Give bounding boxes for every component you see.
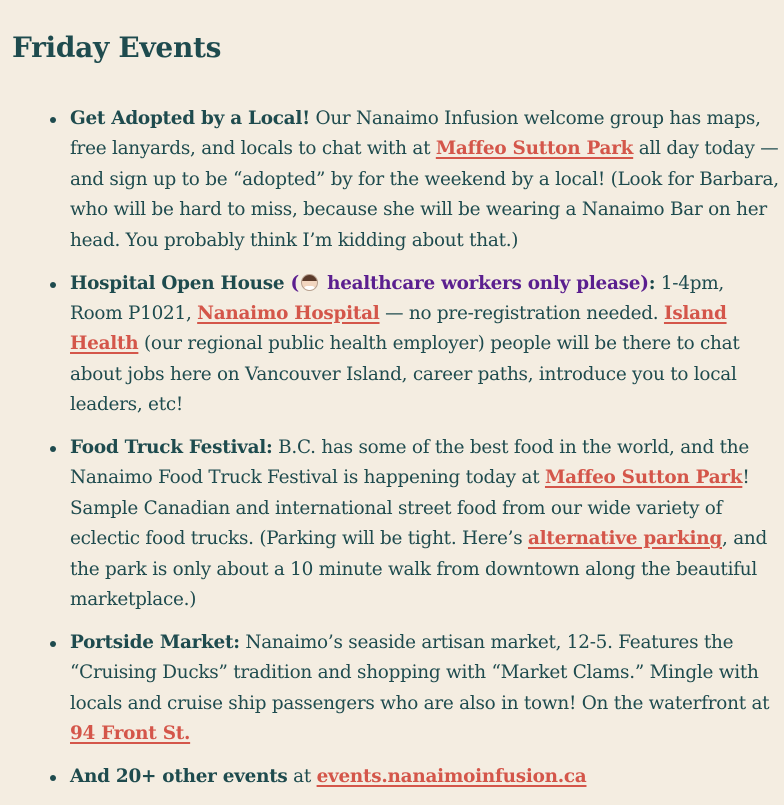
bullet-icon xyxy=(50,117,56,123)
list-item xyxy=(50,628,780,750)
event-text: , and the park is only about a 10 minute walk from downtown along the beautiful marketplace.) xyxy=(70,528,768,611)
event-text: 1-4pm, Room P1021, xyxy=(70,272,725,324)
list-item xyxy=(50,433,780,615)
list-item xyxy=(50,762,780,792)
event-note-open: ( xyxy=(284,272,299,294)
event-text: Nanaimo’s seaside artisan market, 12-5. Features the “Cruising Ducks” tradition and shopping with “Market Clams.” Mingle with locals and cruise ship passengers who are also in town! On the waterfront at xyxy=(70,632,770,714)
events-site-link[interactable]: events.nanaimoinfusion.ca xyxy=(316,766,587,788)
event-colon: : xyxy=(648,272,656,294)
event-text: at xyxy=(287,766,317,788)
event-title: Hospital Open House xyxy=(70,272,285,294)
event-text: ! Sample Canadian and international street food from our wide variety of eclectic food trucks. (Parking will be tight. Here’s xyxy=(70,467,750,550)
event-note: healthcare workers only please) xyxy=(320,272,649,294)
maffeo-sutton-park-link[interactable]: Maffeo Sutton Park xyxy=(435,138,634,160)
bullet-icon xyxy=(50,775,56,781)
list-item xyxy=(50,269,780,421)
page-title: Friday Events xyxy=(12,31,222,64)
event-text: — no pre-registration needed. xyxy=(379,302,664,324)
event-list xyxy=(50,104,780,805)
bullet-icon xyxy=(50,446,56,452)
list-item xyxy=(50,104,780,256)
bullet-icon xyxy=(50,282,56,288)
health-worker-icon xyxy=(301,274,318,291)
front-street-link[interactable]: 94 Front St. xyxy=(70,723,191,745)
event-title: And 20+ other events xyxy=(70,766,288,788)
event-title: Portside Market: xyxy=(70,632,240,653)
maffeo-sutton-park-link[interactable]: Maffeo Sutton Park xyxy=(544,467,743,489)
event-title: Get Adopted by a Local! xyxy=(70,108,310,129)
event-text: all day today — and sign up to be “adopted” by for the weekend by a local! (Look for Barbara, who will be hard to miss, because she will be wearing a Nanaimo Bar on her head. You probably think I’m kidding about that.) xyxy=(70,138,779,251)
event-title: Food Truck Festival: xyxy=(70,437,273,459)
alternative-parking-link[interactable]: alternative parking xyxy=(527,528,723,550)
island-health-link[interactable]: Island Health xyxy=(70,302,727,355)
event-text: Our Nanaimo Infusion welcome group has maps, free lanyards, and locals to chat with at xyxy=(70,108,761,160)
event-text: B.C. has some of the best food in the world, and the Nanaimo Food Truck Festival is happening today at xyxy=(70,437,750,489)
nanaimo-hospital-link[interactable]: Nanaimo Hospital xyxy=(197,302,380,324)
bullet-icon xyxy=(50,641,56,647)
event-text: (our regional public health employer) people will be there to chat about jobs here on Vancouver Island, career paths, introduce you to local leaders, etc! xyxy=(70,333,740,416)
